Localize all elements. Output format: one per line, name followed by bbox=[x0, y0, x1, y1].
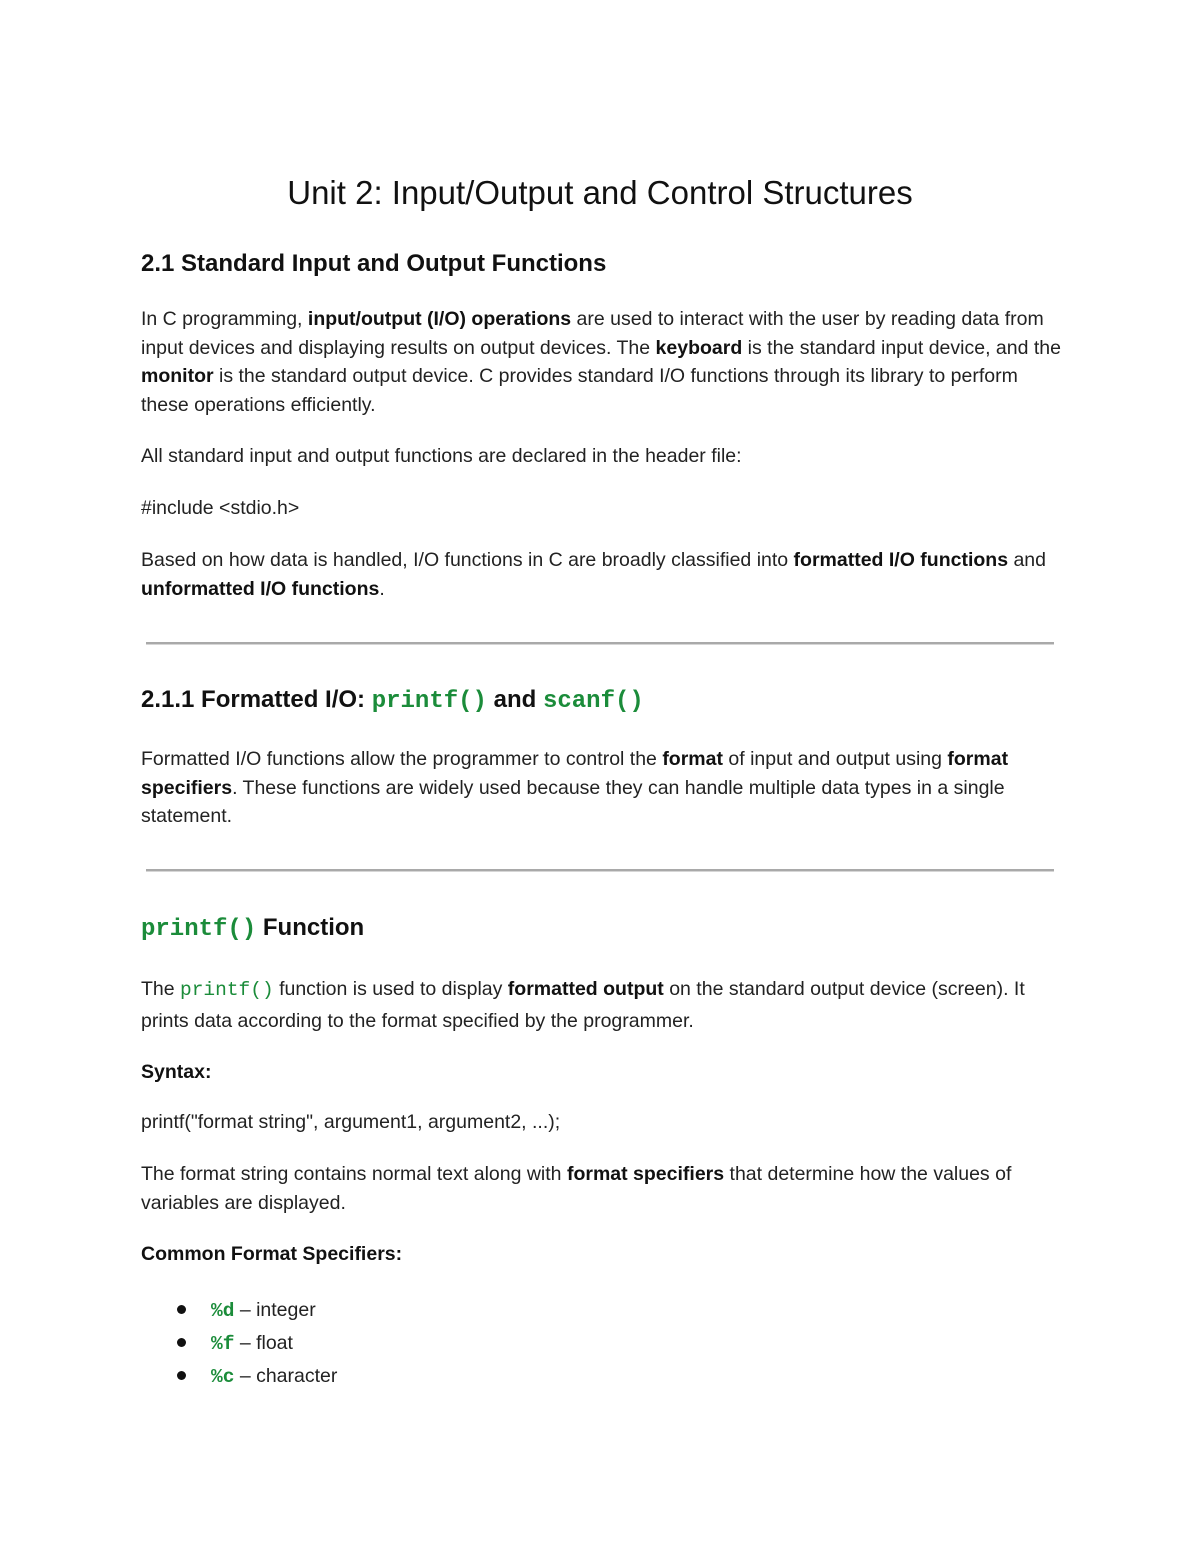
bullet-icon bbox=[177, 1371, 186, 1380]
horizontal-divider bbox=[146, 642, 1054, 645]
paragraph-formatted-io: Formatted I/O functions allow the programmer to control the format of input and output using format specifiers. These functions are widely used because they can handle multiple data types in a single statement. bbox=[141, 748, 1009, 827]
list-item: %c – character bbox=[141, 1361, 337, 1394]
paragraph-io-intro: In C programming, input/output (I/O) operations are used to interact with the user by reading data from input devices and displaying results on output devices. The keyboard is the standard input device, and the monitor is the standard output device. C provides standard I/O functions through its library to perform these operations efficiently. bbox=[141, 308, 1061, 416]
inline-code: printf() bbox=[371, 688, 487, 715]
section-heading-2-1-1: 2.1.1 Formatted I/O: printf() and scanf() bbox=[141, 686, 644, 715]
bold-term: keyboard bbox=[655, 336, 743, 359]
bold-term: input/output (I/O) operations bbox=[307, 308, 572, 330]
inline-code: %d bbox=[211, 1300, 235, 1322]
bold-term: format specifiers bbox=[566, 1163, 725, 1185]
bullet-icon bbox=[177, 1305, 186, 1314]
paragraph-printf-intro: The printf() function is used to display formatted output on the standard output device (screen). It prints data according to the format specified by the programmer. bbox=[141, 978, 1025, 1032]
format-specifier-list bbox=[141, 1295, 337, 1394]
inline-code: printf() bbox=[141, 916, 257, 943]
bullet-icon bbox=[177, 1338, 186, 1347]
specifiers-label: Common Format Specifiers: bbox=[141, 1243, 403, 1265]
document-title: Unit 2: Input/Output and Control Structures bbox=[287, 174, 913, 211]
section-heading-2-1: 2.1 Standard Input and Output Functions bbox=[141, 250, 607, 277]
paragraph-header-file: All standard input and output functions are declared in the header file: bbox=[141, 445, 742, 467]
inline-code: printf() bbox=[180, 979, 274, 1001]
inline-code: %c bbox=[211, 1366, 235, 1388]
paragraph-format-string: The format string contains normal text along with format specifiers that determine how the values of variables are displayed. bbox=[141, 1163, 1012, 1214]
bold-term: monitor bbox=[141, 365, 214, 387]
horizontal-divider bbox=[146, 869, 1054, 872]
list-item: %f – float bbox=[141, 1328, 337, 1361]
bold-term: format bbox=[662, 748, 723, 770]
bold-term: formatted output bbox=[507, 978, 664, 1000]
syntax-line: printf("format string", argument1, argument2, ...); bbox=[141, 1111, 561, 1133]
printf-function-heading: printf() Function bbox=[141, 914, 365, 943]
bold-term: unformatted I/O functions bbox=[141, 577, 380, 600]
paragraph-classification: Based on how data is handled, I/O functions in C are broadly classified into formatted I/O functions and unformatted I/O functions. bbox=[141, 549, 1046, 600]
include-line: #include <stdio.h> bbox=[141, 497, 300, 519]
inline-code: %f bbox=[211, 1333, 235, 1355]
inline-code: scanf() bbox=[542, 688, 644, 715]
syntax-label: Syntax: bbox=[141, 1061, 212, 1083]
list-item: %d – integer bbox=[141, 1295, 337, 1328]
bold-term: format specifiers bbox=[141, 748, 1009, 799]
bold-term: formatted I/O functions bbox=[793, 549, 1009, 571]
